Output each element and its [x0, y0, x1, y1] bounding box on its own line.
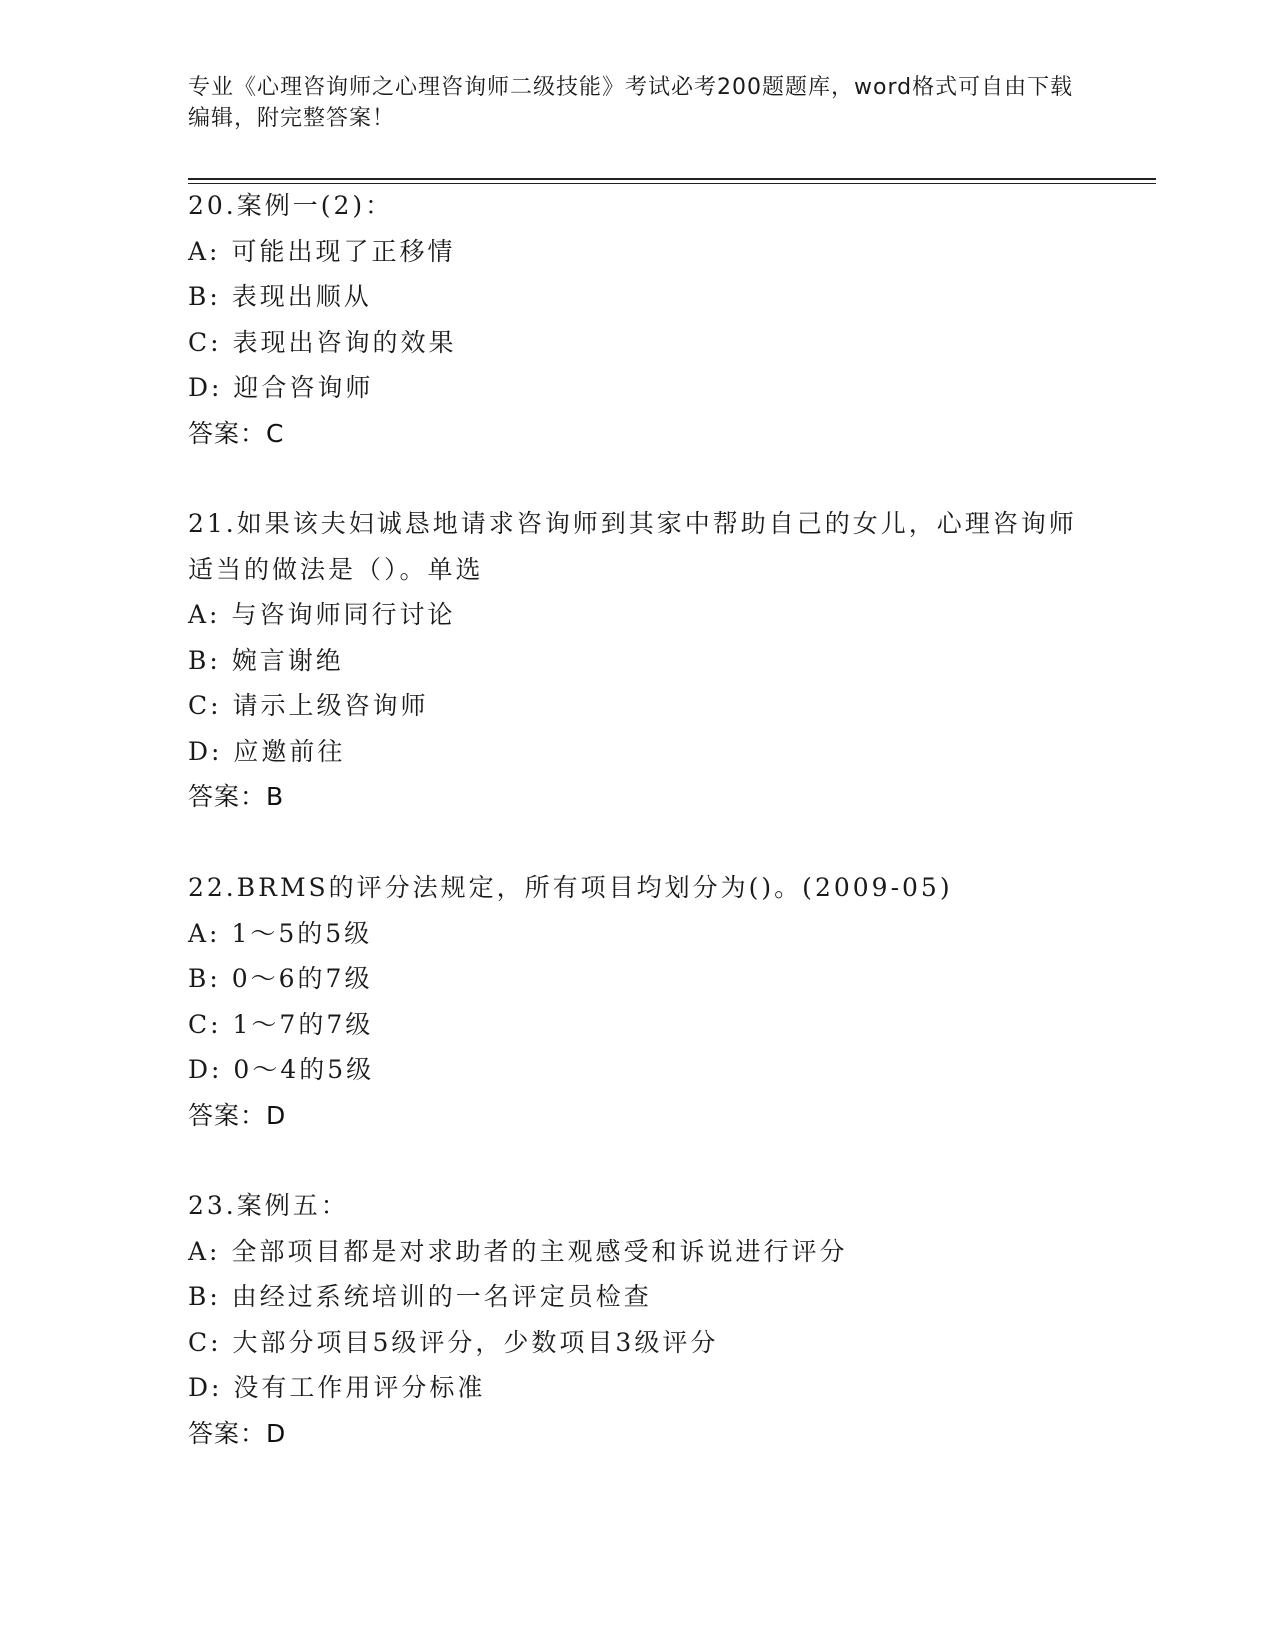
- question-stem: 22.BRMS的评分法规定，所有项目均划分为()。(2009-05): [188, 873, 953, 902]
- question-23: [188, 1183, 1088, 1456]
- answer-line: 答案：D: [188, 1100, 287, 1130]
- option-key: B:: [188, 282, 221, 311]
- option-key: B:: [188, 1282, 221, 1311]
- option-text: 婉言谢绝: [231, 645, 344, 675]
- option-d: [188, 1365, 1088, 1411]
- document-header: 专业《心理咨询师之心理咨询师二级技能》考试必考200题题库，word格式可自由下载编辑，附完整答案！: [188, 75, 1074, 131]
- option-key: A:: [188, 918, 221, 948]
- option-text: 可能出现了正移情: [231, 236, 456, 266]
- option-key: A:: [188, 600, 221, 629]
- option-b: [188, 956, 1088, 1002]
- option-b: [188, 1274, 1088, 1320]
- option-key: A:: [188, 236, 221, 266]
- question-stem: 21.如果该夫妇诚恳地请求咨询师到其家中帮助自己的女儿，心理咨询师适当的做法是（）。单选: [188, 509, 1077, 584]
- option-text: 0～6的7级: [231, 964, 373, 993]
- option-d: [188, 1047, 1088, 1093]
- answer-line: 答案：D: [188, 1418, 287, 1448]
- answer-line: 答案：B: [188, 782, 285, 811]
- option-d: [188, 365, 1088, 411]
- option-text: 表现出顺从: [231, 282, 372, 311]
- option-key: C:: [188, 327, 222, 357]
- option-c: [188, 1002, 1088, 1048]
- option-text: 1～7的7级: [232, 1009, 374, 1039]
- option-text: 应邀前往: [233, 736, 346, 766]
- option-c: [188, 683, 1088, 729]
- option-text: 没有工作用评分标准: [233, 1373, 486, 1402]
- option-key: C:: [188, 691, 222, 720]
- option-key: D:: [188, 1373, 223, 1402]
- option-text: 由经过系统培训的一名评定员检查: [231, 1282, 652, 1311]
- option-a: [188, 1229, 1088, 1275]
- header-divider-thick: [188, 178, 1156, 180]
- question-20: [188, 183, 1088, 456]
- option-a: [188, 911, 1088, 957]
- option-key: B:: [188, 964, 221, 993]
- option-key: B:: [188, 645, 221, 675]
- option-key: D:: [188, 373, 223, 402]
- option-d: [188, 729, 1088, 775]
- option-key: C:: [188, 1327, 222, 1357]
- option-text: 迎合咨询师: [233, 373, 374, 402]
- option-key: A:: [188, 1236, 221, 1266]
- option-text: 与咨询师同行讨论: [231, 600, 456, 629]
- option-b: [188, 638, 1088, 684]
- option-c: [188, 320, 1088, 366]
- option-text: 全部项目都是对求助者的主观感受和诉说进行评分: [231, 1236, 848, 1266]
- option-text: 表现出咨询的效果: [232, 327, 457, 357]
- option-a: [188, 229, 1088, 275]
- question-stem: 20.案例一(2)：: [188, 191, 394, 220]
- answer-line: 答案：C: [188, 418, 285, 448]
- option-text: 0～4的5级: [233, 1055, 375, 1084]
- option-key: D:: [188, 736, 223, 766]
- option-b: [188, 274, 1088, 320]
- question-22: [188, 865, 1088, 1138]
- question-stem: 23.案例五：: [188, 1191, 349, 1220]
- option-key: D:: [188, 1055, 223, 1084]
- option-text: 大部分项目5级评分，少数项目3级评分: [232, 1327, 719, 1357]
- question-21: [188, 501, 1088, 820]
- option-c: [188, 1320, 1088, 1366]
- option-text: 1～5的5级: [231, 918, 373, 948]
- option-text: 请示上级咨询师: [232, 691, 429, 720]
- option-key: C:: [188, 1009, 222, 1039]
- option-a: [188, 592, 1088, 638]
